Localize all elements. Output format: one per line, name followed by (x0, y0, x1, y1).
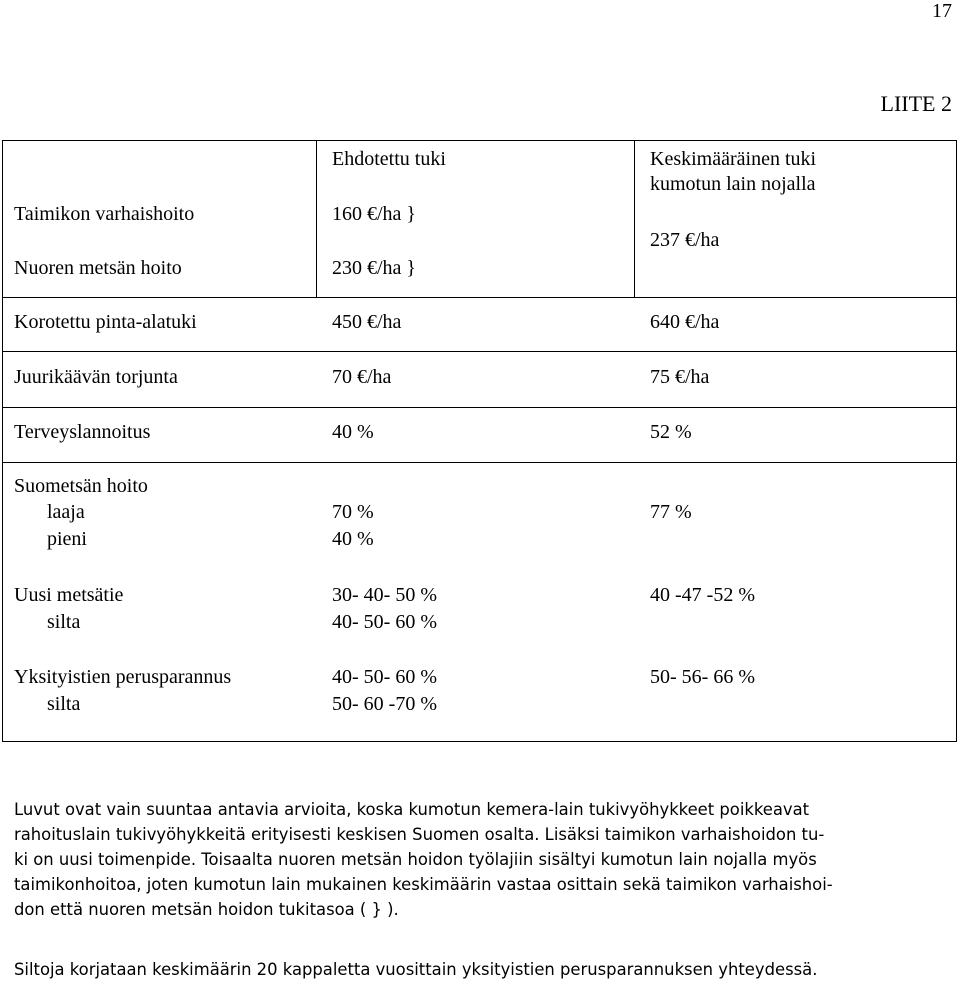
row-divider (2, 351, 957, 352)
row-sublabel-silta: silta (47, 693, 81, 715)
value-proposed-korotettu: 450 €/ha (332, 311, 402, 333)
value-proposed-suometsan-laaja: 70 % (332, 501, 374, 523)
row-label-yksityisten: Yksityistien perusparannus (14, 666, 232, 688)
row-divider (2, 407, 957, 408)
header-average-line1: Keskimääräinen tuki (650, 148, 817, 170)
header-proposed: Ehdotettu tuki (332, 148, 446, 170)
value-proposed-uusi-2: 40- 50- 60 % (332, 611, 437, 633)
row-label-korotettu: Korotettu pinta-alatuki (14, 311, 197, 333)
row-label-terveys: Terveyslannoitus (14, 421, 151, 443)
note-paragraph-line: ki on uusi toimenpide. Toisaalta nuoren metsän hoidon työlajiin sisältyi kumotun lain nojalla myös (14, 850, 817, 869)
value-proposed-yksityisten-2: 50- 60 -70 % (332, 693, 437, 715)
value-average-yksityisten: 50- 56- 66 % (650, 666, 755, 688)
note-paragraph-line: Luvut ovat vain suuntaa antavia arvioita, koska kumotun kemera-lain tukivyöhykkeet poikkeavat (14, 800, 810, 819)
value-average-combined: 237 €/ha (650, 229, 720, 251)
row-label-juurikaavan: Juurikäävän torjunta (14, 366, 178, 388)
row-label-suometsan: Suometsän hoito (14, 475, 148, 497)
column-divider (634, 140, 635, 297)
value-proposed-juurikaavan: 70 €/ha (332, 366, 392, 388)
value-average-uusi: 40 -47 -52 % (650, 584, 755, 606)
row-label-taimikon: Taimikon varhaishoito (14, 203, 195, 225)
header-average-line2: kumotun lain nojalla (650, 173, 816, 195)
row-sublabel-pieni: pieni (47, 528, 87, 550)
value-average-suometsan: 77 % (650, 501, 692, 523)
column-divider (316, 140, 317, 297)
value-proposed-terveys: 40 % (332, 421, 374, 443)
note-paragraph-line: rahoituslain tukivyöhykkeitä erityisesti keskisen Suomen osalta. Lisäksi taimikon varhaishoidon tu- (14, 825, 825, 844)
row-label-uusi: Uusi metsätie (14, 584, 124, 606)
value-proposed-uusi-1: 30- 40- 50 % (332, 584, 437, 606)
value-average-korotettu: 640 €/ha (650, 311, 720, 333)
value-proposed-taimikon: 160 €/ha } (332, 203, 417, 225)
row-divider (2, 462, 957, 463)
row-sublabel-laaja: laaja (47, 501, 85, 523)
annex-label: LIITE 2 (880, 91, 952, 116)
row-label-nuoren: Nuoren metsän hoito (14, 257, 182, 279)
value-average-terveys: 52 % (650, 421, 692, 443)
note-bridges: Siltoja korjataan keskimäärin 20 kappaletta vuosittain yksityistien perusparannuksen yhteydessä. (14, 960, 818, 979)
note-paragraph-line: don että nuoren metsän hoidon tukitasoa ( } ). (14, 900, 399, 919)
note-paragraph-line: taimikonhoitoa, joten kumotun lain mukainen keskimäärin vastaa osittain sekä taimikon varhaishoi- (14, 875, 833, 894)
row-sublabel-silta: silta (47, 611, 81, 633)
value-proposed-nuoren: 230 €/ha } (332, 257, 417, 279)
row-divider (2, 297, 957, 298)
value-proposed-yksityisten-1: 40- 50- 60 % (332, 666, 437, 688)
value-average-juurikaavan: 75 €/ha (650, 366, 710, 388)
value-proposed-suometsan-pieni: 40 % (332, 528, 374, 550)
page-number: 17 (932, 0, 952, 22)
